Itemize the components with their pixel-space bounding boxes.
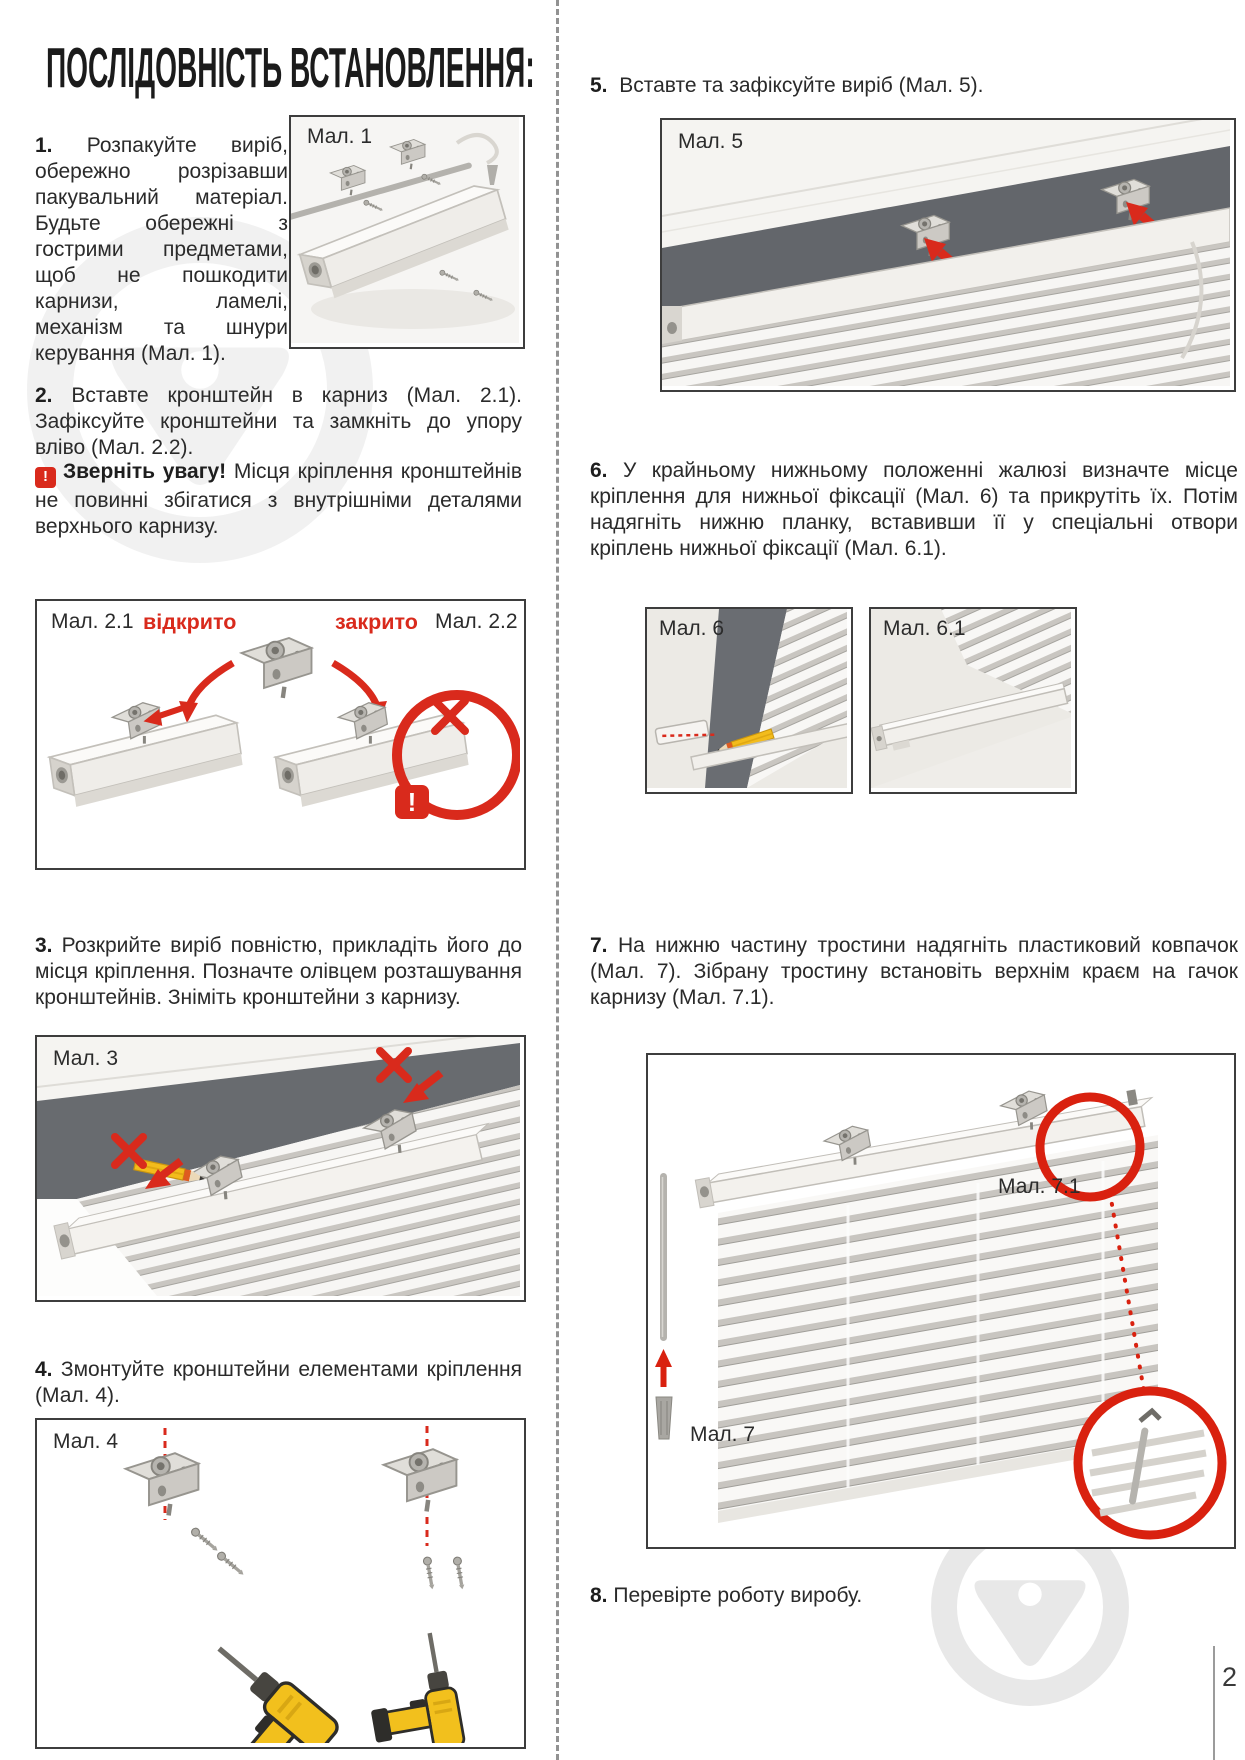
figure-1 [289, 115, 525, 349]
red-arrow-icon [188, 663, 233, 709]
step-5-text: 5. Вставте та зафіксуйте виріб (Мал. 5). [590, 74, 984, 97]
figure-4-illustration [37, 1420, 520, 1743]
figure-3-label: Мал. 3 [53, 1047, 119, 1070]
figure-7 [646, 1053, 1236, 1549]
figure-3-illustration [37, 1037, 520, 1296]
state-open-label: відкрито [143, 610, 237, 634]
figure-6 [645, 607, 853, 794]
figure-1-illustration [291, 117, 519, 343]
bracket-icon [242, 638, 312, 698]
page-number-rule [1213, 1646, 1215, 1760]
wand-rod [660, 1173, 667, 1341]
step-2-text: 2. Вставте кронштейн в карниз (Мал. 2.1). Зафіксуйте кронштейни та замкніть до упору вліво (Мал. 2.2). [35, 384, 522, 459]
figure-7-label: Мал. 7 [690, 1423, 756, 1446]
warning-icon: ! [35, 467, 56, 488]
page-number: 2 [1222, 1662, 1238, 1692]
column-divider [556, 0, 559, 1760]
step-1-text: 1. Розпакуйте виріб, обережно розрізавши пакувальний матеріал. Будьте обережні з гострими предметами, щоб не пошкодити карнизи, ламелі, механізм та шнури керування (Мал. 1). [35, 134, 288, 365]
figure-4-label: Мал. 4 [53, 1430, 119, 1453]
warning-note: ! Зверніть увагу! Місця кріплення кронштейнів не повинні збігатися з внутрішніми деталями верхнього карнизу. [35, 460, 522, 538]
red-arrow-icon [333, 663, 378, 709]
figure-3 [35, 1035, 526, 1302]
wand-cap [656, 1397, 672, 1439]
warning-badge: ! [395, 785, 429, 819]
figure-2 [35, 599, 526, 870]
step-7-text: 7. На нижню частину тростини надягніть пластиковий ковпачок (Мал. 7). Зібрану тростину встановіть верхнім краєм на гачок карнизу (Мал. 7.1). [590, 934, 1238, 1009]
figure-2-illustration [37, 601, 520, 864]
step-3-text: 3. Розкрийте виріб повністю, прикладіть його до місця кріплення. Позначте олівцем розташування кронштейнів. Зніміть кронштейни з карнизу. [35, 934, 523, 1009]
figure-2-1-label: Мал. 2.1 [51, 610, 134, 633]
figure-6-1 [869, 607, 1077, 794]
figure-2-2-label: Мал. 2.2 [435, 610, 518, 633]
figure-6-label: Мал. 6 [659, 617, 725, 640]
figure-1-label: Мал. 1 [307, 125, 373, 148]
figure-6-1-label: Мал. 6.1 [883, 617, 966, 640]
step-4-text: 4. Змонтуйте кронштейни елементами кріплення (Мал. 4). [35, 1358, 522, 1407]
figure-7-1-label: Мал. 7.1 [998, 1175, 1081, 1198]
step-6-text: 6. У крайньому нижньому положенні жалюзі визначте місце кріплення для нижньої фіксації (Мал. 6) та прикрутіть їх. Потім надягніть нижню планку, вставивши її у спеціальні отвори кріплень нижньої фіксації (Мал. 6.1). [590, 459, 1238, 560]
figure-5-label: Мал. 5 [678, 130, 744, 153]
state-closed-label: закрито [335, 610, 418, 634]
figure-4 [35, 1418, 526, 1749]
step-8-text: 8. Перевірте роботу виробу. [590, 1584, 863, 1607]
figure-5 [660, 118, 1236, 392]
figure-7-illustration [648, 1055, 1230, 1543]
page-title: ПОСЛІДОВНІСТЬ ВСТАНОВЛЕННЯ: [46, 36, 535, 100]
figure-5-illustration [662, 120, 1230, 386]
